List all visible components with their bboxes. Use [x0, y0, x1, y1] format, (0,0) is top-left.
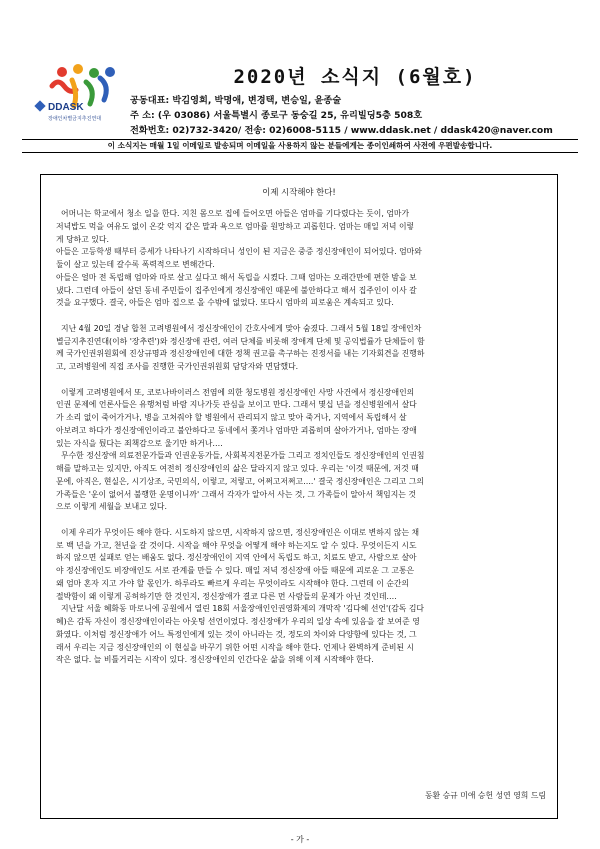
article-line: 저녁밥도 먹을 여유도 없이 온갖 억지 같은 말과 욕으로 엄마를 원망하고 괴롭힌다. 엄마는 매일 저녁 이렇 [56, 221, 415, 231]
svg-text:장애인차별금지추진연대: 장애인차별금지추진연대 [48, 116, 102, 122]
article-line: 것을 요구했다. 결국, 아들은 엄마 집으로 올 수밖에 없었다. 또다시 엄마의 피로움은 계속되고 있다. [56, 298, 394, 308]
article-line: 고, 고려병원에 직접 조사를 진행한 국가인권위원회 담당자와 면담했다. [56, 362, 299, 371]
newsletter-title: 2020년 소식지 (6월호) [233, 66, 477, 88]
article-line: 아들은 얼마 전 독립해 엄마와 따로 살고 싶다고 해서 독립을 시켰다. 그때 엄마는 오래간만에 편한 밤을 보 [56, 272, 417, 282]
article-line: 절박함이 왜 이렇게 공허하기만 한 것인지, 정신장애가 결코 다른 먼 사람들의 문제가 아닌 것인데…. [56, 591, 397, 601]
article-line: 별금지추진연대(이하 '장추련')와 정신장애 관련, 여러 단체를 비롯해 장애계 단체 및 공익법률가 단체들이 함 [56, 336, 425, 346]
article-line: 지난 4월 20일 경남 합천 고려병원에서 정신장애인이 간호사에게 맞아 숨졌다. 그래서 5월 18일 장애인차 [56, 323, 422, 333]
article-line: 으로 이렇게 세월을 보내고 있다. [56, 502, 167, 512]
header-info [130, 93, 590, 138]
header-rule-bottom [22, 152, 578, 153]
article-line: 해를 말하고는 있지만, 아직도 여전히 정신장애인의 삶은 달라지지 않고 있다. 우리는 '이것 때문에, 저것 때 [56, 464, 419, 473]
article-line: 지난달 서울 혜화동 마로니에 공원에서 열린 18회 서울장애인인권영화제의 개막작 '김다혜 선언'(감독 김다 [56, 604, 425, 614]
article-line: 로 백 년을 가고, 천년을 갈 것이다. 시작을 해야 무엇을 어떻게 해야 하는지도 알 수 있다. 무엇이든지 시도 [56, 540, 417, 550]
article-line: 화였다. 이처럼 정신장애가 어느 특정인에게 있는 것이 아니라는 것, 정도의 차이와 다양함에 있다는 것, 그 [56, 629, 417, 639]
paragraph-gap [56, 514, 546, 527]
ddask-logo [34, 60, 129, 130]
address: 주 소: (우 03086) 서울특별시 종로구 동숭길 25, 유리빌딩5층 508호 [130, 110, 423, 121]
ddask-logo-graphic [34, 60, 129, 130]
co-representatives: 공동대표: 박김영희, 박명애, 변경택, 변승일, 윤종술 [130, 95, 342, 106]
article-line: 인권 문제에 언론사들은 유행처럼 바람 지나가듯 관심을 보이고 만다. 그래서 몇십 년을 정신병원에서 살다 [56, 400, 417, 410]
article-line: 냈다. 그런데 아들이 살던 동네 주민들이 집주인에게 정신장애인 때문에 불안하다고 해서 집주인이 이사 갈 [56, 285, 417, 295]
article-line: 게 당하고 있다. [56, 234, 109, 244]
article-title: 이제 시작해야 한다! [262, 187, 336, 197]
article-body [56, 208, 546, 667]
article-line: 왜 엄마 혼자 지고 가야 할 몫인가. 하루라도 빠르게 우리는 무엇이라도 시작해야 한다. 그런데 이 순간의 [56, 578, 410, 588]
article-line: 작은 없다. 늘 비틀거리는 시작이 있다. 정신장애인의 인간다운 삶을 위해 이제 시작해야 한다. [56, 655, 374, 665]
svg-text:DDASK: DDASK [48, 102, 84, 113]
article-line: 하지 않으면 실패로 얻는 배움도 없다. 정신장애인이 지역 안에서 독립도 하고, 치료도 받고, 사람으로 살아 [56, 553, 417, 563]
page-number: - 가 - [290, 835, 310, 844]
article-line: 혜)은 감독 자신이 정신장애인이라는 아웃팅 선언이었다. 정신장애가 우리의 일상 속에 있음을 잘 보여준 영 [56, 617, 420, 626]
article-line: 이렇게 고려병원에서 또, 코로나바이러스 전염에 의한 청도병원 정신장애인 사망 사건에서 정신장애인의 [56, 387, 415, 397]
article-line: 가족들은 '운이 없어서 불행한 운명이니까' 그래서 각자가 알아서 사는 것, 그 가족들이 알아서 책임지는 것 [56, 489, 416, 499]
article-line: 있는 자식을 뒀다는 죄책감으로 울기만 하거나…. [56, 438, 223, 448]
contact-info: 전화번호: 02)732-3420/ 전송: 02)6008-5115 / www.ddask.net / ddask420@naver.com [130, 125, 553, 136]
article-line: 래서 우리는 지금 정신장애인의 이 현실을 바꾸기 위한 어떤 시작을 해야 한다. 언제나 완벽하게 준비된 시 [56, 642, 415, 652]
distribution-notice: 이 소식지는 매월 1일 이메일로 발송되며 이메일을 사용하지 않는 분들에게는 종이인쇄하여 사전에 우편발송합니다. [107, 141, 493, 150]
article-line: 아보려고 하다가 정신장애인이라고 불안하다고 동네에서 쫓겨나 엄마만 괴롭히며 살아가거나, 엄마는 장애 [56, 425, 417, 435]
article-line: 가 소리 없이 죽어가거나, 병을 고쳐줘야 할 병원에서 관리되지 않고 맞아 죽거나, 지역에서 독립해서 살 [56, 413, 407, 422]
article-line: 둘이 살고 있는데 갈수록 폭력적으로 변해간다. [56, 260, 215, 269]
paragraph-gap [56, 310, 546, 323]
article-line: 께 국가인권위원회에 진상규명과 정신장애인에 대한 정책 권고를 촉구하는 진정서를 내는 기자회견을 진행하 [56, 349, 425, 359]
article-line: 야 정신장애인도 비장애인도 서로 관계를 만들 수 있다. 매일 저녁 정신장애 아들 때문에 괴로운 그 고통은 [56, 566, 415, 575]
article-signature: 동환 승규 미애 승헌 성연 영희 드림 [424, 791, 546, 800]
article-line: 이제 우리가 무엇이든 해야 한다. 시도하지 않으면, 시작하지 않으면, 정신장애인은 이대로 변하지 않는 채 [56, 527, 420, 537]
article-line: 어머니는 학교에서 청소 일을 한다. 지친 몸으로 집에 들어오면 아들은 엄마를 기다렸다는 듯이, 엄마가 [56, 209, 410, 218]
article-line: 문에, 아직은, 현실은, 시기상조, 국민의식, 이렇고, 저렇고, 어쩌고저쩌고….' 결국 정신장애인은 그리고 그의 [56, 476, 425, 486]
article-line: 아들은 고등학생 때부터 증세가 나타나기 시작하더니 성인이 된 지금은 중증 정신장애인이 되어있다. 엄마와 [56, 247, 422, 257]
paragraph-gap [56, 374, 546, 387]
article-line: 무수한 정신장애 의료전문가들과 인권운동가들, 사회복지전문가들 그리고 정치인들도 정신장애인의 인권침 [56, 451, 425, 461]
